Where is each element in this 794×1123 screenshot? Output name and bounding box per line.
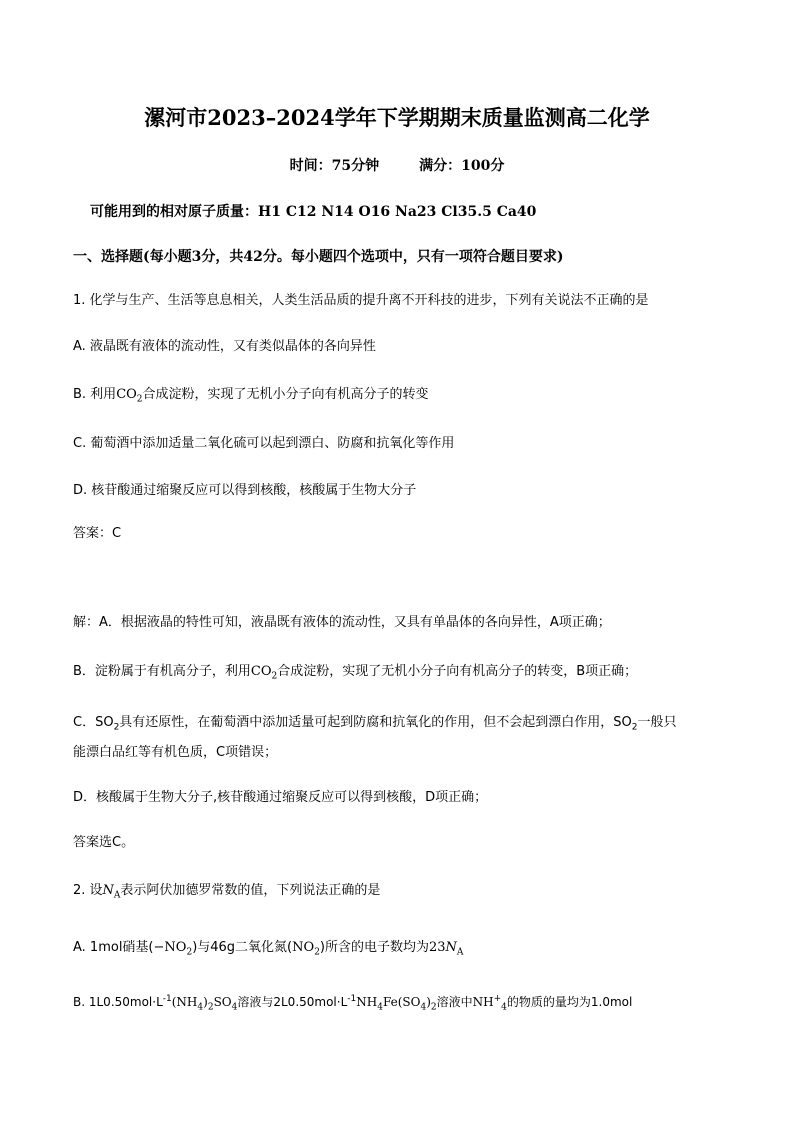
q1-option-a: A. 液晶既有液体的流动性，又有类似晶体的各向异性: [73, 339, 376, 354]
ammonium-ion-formula: $NH^+_4$: [472, 994, 507, 1013]
exam-info: [0, 156, 794, 176]
q1-conclusion: 答案选C。: [73, 835, 135, 850]
co2-formula: $CO_2$: [116, 387, 143, 405]
exam-time: 时间：75分钟: [289, 158, 380, 174]
nitro-group-formula: $-NO_2$: [153, 940, 193, 958]
q1-option-c: C. 葡萄酒中添加适量二氧化硫可以起到漂白、防腐和抗氧化等作用: [73, 436, 455, 451]
co2-formula: $CO_2$: [250, 664, 278, 682]
q1-stem: 1. 化学与生产、生活等息息相关，人类生活品质的提升离不开科技的进步，下列有关说法不正确的是: [73, 293, 649, 308]
q2-option-a: A. 1mol硝基$(-NO_2)$与46g二氧化氮$(NO_2)$所含的电子数均为$23N_A$: [73, 940, 464, 958]
ammonium-iron-sulfate-formula: $NH_4Fe(SO_4)_2$: [356, 995, 437, 1013]
avogadro-symbol: $N_A$: [102, 883, 121, 901]
atomic-masses: 可能用到的相对原子质量：H1 C12 N14 O16 Na23 Cl35.5 Ca40: [90, 204, 537, 220]
q1-explain-a: 解：A．根据液晶的特性可知，液晶既有液体的流动性，又具有单晶体的各向异性，A项正确；: [73, 615, 611, 630]
q2-stem: 2. 设$N_A$表示阿伏加德罗常数的值，下列说法正确的是: [73, 883, 381, 901]
q1-answer: 答案：C: [73, 526, 122, 541]
q1-explain-c-line2: 能漂白品红等有机色质，C项错误；: [73, 745, 278, 760]
q2-option-b: B. $1L0.50mol\cdot L^{-1}(NH_4)_2SO_4$溶液与$2L0.50mol\cdot L^{-1}NH_4Fe(SO_4)_2$溶液中$NH^+_4$的物质的量均为1.0mol: [73, 994, 633, 1013]
section-heading: 一、选择题(每小题3分，共42分。每小题四个选项中，只有一项符合题目要求): [73, 249, 564, 265]
page-title: 漯河市2023–2024学年下学期期末质量监测高二化学: [144, 105, 650, 130]
q1-option-d: D. 核苷酸通过缩聚反应可以得到核酸，核酸属于生物大分子: [73, 483, 417, 498]
no2-formula: $NO_2$: [292, 940, 320, 958]
q1-option-b: [73, 385, 734, 405]
electron-count: $23N_A$: [429, 940, 464, 958]
q1-explain-d: D．核酸属于生物大分子,核苷酸通过缩聚反应可以得到核酸，D项正确；: [73, 790, 488, 805]
ammonium-sulfate-formula: $(NH_4)_2SO_4$: [171, 995, 238, 1013]
exam-score: 满分：100分: [419, 158, 505, 174]
q1-explain-c: C．$SO_2$具有还原性，在葡萄酒中添加适量可起到防腐和抗氧化的作用，但不会起到漂白作用，$SO_2$一般只: [73, 715, 677, 733]
q1-explain-b: B．淀粉属于有机高分子，利用$CO_2$合成淀粉，实现了无机小分子向有机高分子的转变，B项正确；: [73, 664, 638, 682]
q1-option-b-prefix: B. 利用: [73, 387, 117, 402]
q1-option-b-suffix: 合成淀粉，实现了无机小分子向有机高分子的转变: [142, 387, 429, 402]
